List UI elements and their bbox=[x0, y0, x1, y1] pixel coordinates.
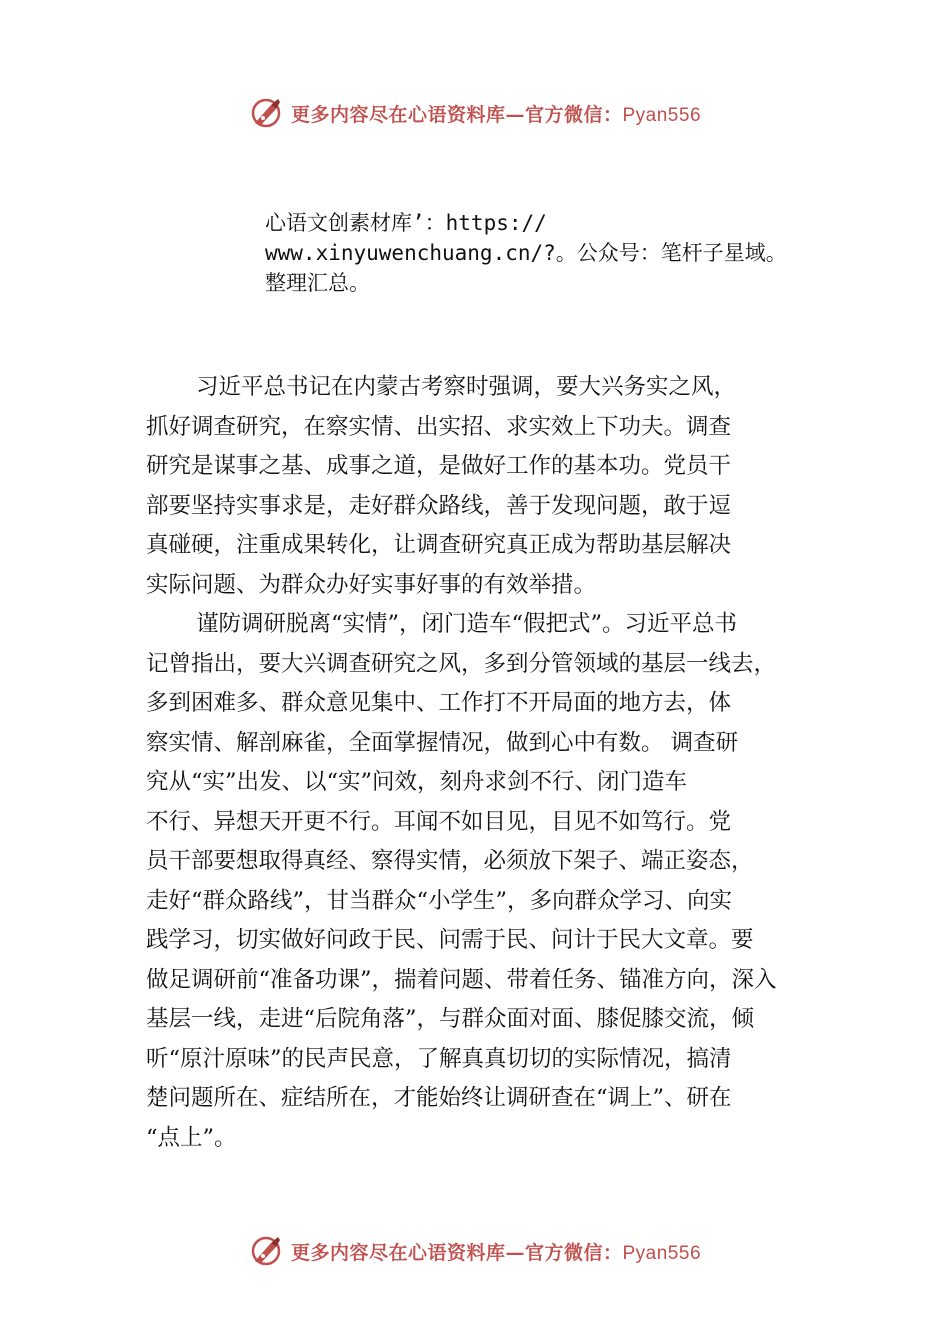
paragraph-line: 践学习，切实做好问政于民、问需于民、问计于民大文章。要 bbox=[146, 927, 754, 953]
paragraph-2 bbox=[146, 605, 826, 1158]
paragraph-line: 员干部要想取得真经、察得实情，必须放下架子、端正姿态， bbox=[146, 848, 754, 874]
source-note-line-1: 心语文创素材库’：https:// bbox=[265, 211, 547, 235]
source-note-line-3: 整理汇总。 bbox=[265, 271, 370, 295]
footer-banner-text bbox=[291, 1238, 701, 1265]
pen-nib-logo-icon bbox=[249, 1234, 283, 1268]
paragraph-line: 真碰硬，注重成果转化，让调查研究真正成为帮助基层解决 bbox=[146, 532, 732, 558]
header-banner bbox=[0, 96, 950, 130]
footer-banner-wechat-id: Pyan556 bbox=[622, 1242, 702, 1264]
paragraph-line: 抓好调查研究，在察实情、出实招、求实效上下功夫。调查 bbox=[146, 413, 732, 440]
footer-banner bbox=[0, 1234, 950, 1268]
footer-banner-cn: 更多内容尽在心语资料库—官方微信： bbox=[290, 1241, 623, 1264]
source-note bbox=[265, 208, 855, 298]
paragraph-line: 楚问题所在、症结所在，才能始终让调研查在“调上”、研在 bbox=[146, 1085, 732, 1111]
header-banner-wechat-id: Pyan556 bbox=[622, 104, 702, 126]
paragraph-line: 察实情、解剖麻雀，全面掌握情况，做到心中有数。 调查研 bbox=[146, 729, 739, 756]
paragraph-line: 实际问题、为群众办好实事好事的有效举措。 bbox=[146, 571, 597, 598]
paragraph-line: 部要坚持实事求是，走好群众路线，善于发现问题，敢于逗 bbox=[146, 492, 732, 519]
source-note-line-2: www.xinyuwenchuang.cn/?。公众号：笔杆子星域。 bbox=[265, 241, 787, 265]
header-banner-cn: 更多内容尽在心语资料库—官方微信： bbox=[290, 103, 623, 126]
paragraph-line: 听“原汁原味”的民声民意，了解真真切切的实际情况，搞清 bbox=[146, 1045, 732, 1072]
paragraph-line: 究从“实”出发、以“实”问效，刻舟求剑不行、闭门造车 bbox=[146, 769, 688, 795]
pen-nib-logo-icon bbox=[249, 96, 283, 130]
paragraph-line: 习近平总书记在内蒙古考察时强调，要大兴务实之风， bbox=[196, 374, 737, 400]
paragraph-1 bbox=[146, 368, 826, 605]
paragraph-line: 不行、异想天开更不行。耳闻不如目见，目见不如笃行。党 bbox=[146, 808, 732, 835]
paragraph-line: 记曾指出，要大兴调查研究之风，多到分管领域的基层一线去， bbox=[146, 650, 777, 677]
paragraph-line: 研究是谋事之基、成事之道，是做好工作的基本功。党员干 bbox=[146, 453, 732, 479]
paragraph-line: 走好“群众路线”，甘当群众“小学生”，多向群众学习、向实 bbox=[146, 887, 733, 914]
paragraph-line: 多到困难多、群众意见集中、工作打不开局面的地方去，体 bbox=[146, 690, 732, 716]
paragraph-line: 谨防调研脱离“实情”，闭门造车“假把式”。习近平总书 bbox=[196, 611, 738, 637]
header-banner-text bbox=[291, 100, 701, 127]
article-body bbox=[146, 368, 826, 1158]
paragraph-line: “点上”。 bbox=[146, 1124, 237, 1151]
paragraph-line: 基层一线，走进“后院角落”，与群众面对面、膝促膝交流，倾 bbox=[146, 1006, 755, 1032]
paragraph-line: 做足调研前“准备功课”，揣着问题、带着任务、锚准方向，深入 bbox=[146, 966, 777, 993]
